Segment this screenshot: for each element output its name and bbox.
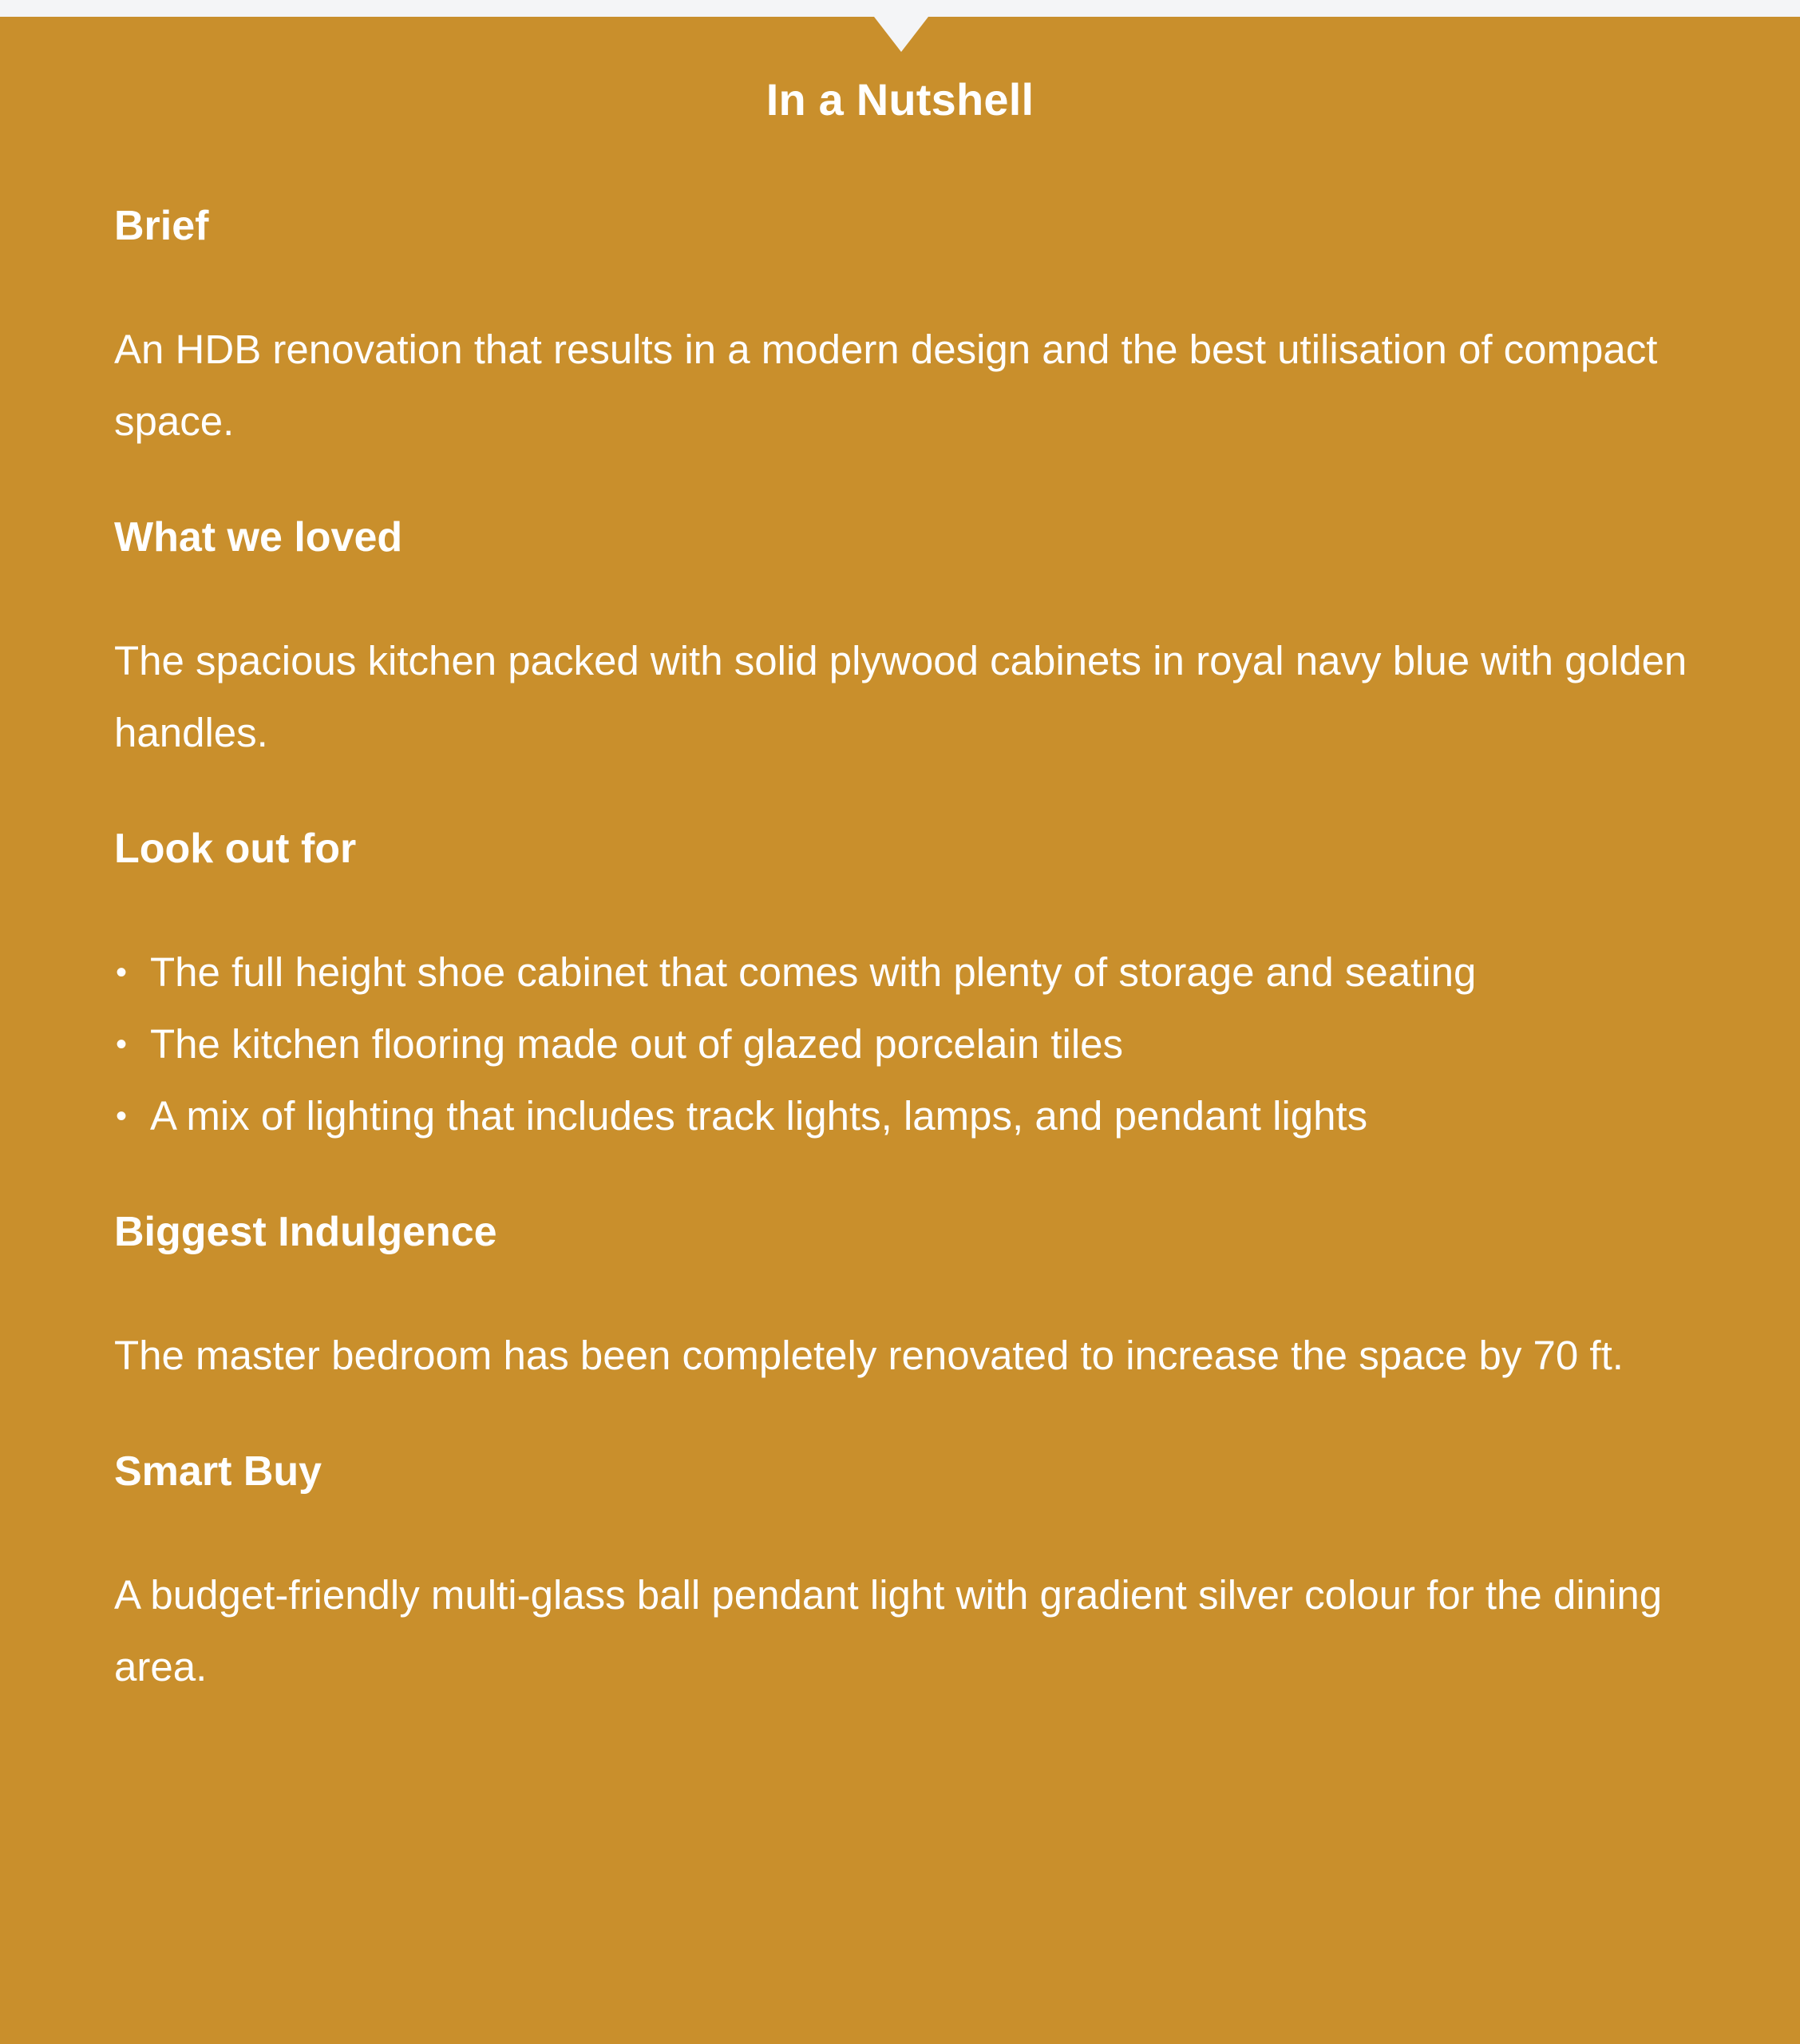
- section-body: The spacious kitchen packed with solid plywood cabinets in royal navy blue with golden handles.: [114, 638, 1687, 755]
- list-item: [114, 937, 1703, 1008]
- bullet-icon: •: [116, 955, 128, 990]
- bullet-icon: •: [116, 1099, 128, 1134]
- section-brief: [114, 202, 1703, 458]
- section-heading: Brief: [114, 203, 209, 249]
- section-heading: Look out for: [114, 826, 357, 872]
- section-body: A budget-friendly multi-glass ball pendant light with gradient silver colour for the dining area.: [114, 1572, 1663, 1689]
- section-heading: Biggest Indulgence: [114, 1209, 497, 1255]
- list-item-text: The full height shoe cabinet that comes with plenty of storage and seating: [150, 949, 1477, 995]
- bullet-icon: •: [116, 1027, 128, 1062]
- page-top-strip: [0, 0, 1800, 17]
- section-heading: What we loved: [114, 514, 403, 561]
- list-item: [114, 1080, 1703, 1152]
- section-heading: Smart Buy: [114, 1448, 322, 1495]
- list-item: [114, 1008, 1703, 1080]
- panel-pointer-notch: [874, 17, 928, 52]
- section-look-out-for: [114, 825, 1703, 1152]
- panel-title: In a Nutshell: [765, 74, 1035, 125]
- section-smart-buy: [114, 1448, 1703, 1703]
- nutshell-panel: [0, 17, 1800, 2044]
- section-body: An HDB renovation that results in a modern design and the best utilisation of compact space.: [114, 327, 1658, 444]
- list-item-text: The kitchen flooring made out of glazed porcelain tiles: [150, 1021, 1124, 1067]
- bullet-list: [114, 937, 1703, 1152]
- section-what-we-loved: [114, 513, 1703, 769]
- list-item-text: A mix of lighting that includes track lights, lamps, and pendant lights: [150, 1093, 1368, 1139]
- section-biggest-indulgence: [114, 1208, 1703, 1392]
- panel-content: [114, 202, 1703, 1703]
- section-body: The master bedroom has been completely renovated to increase the space by 70 ft.: [114, 1333, 1624, 1378]
